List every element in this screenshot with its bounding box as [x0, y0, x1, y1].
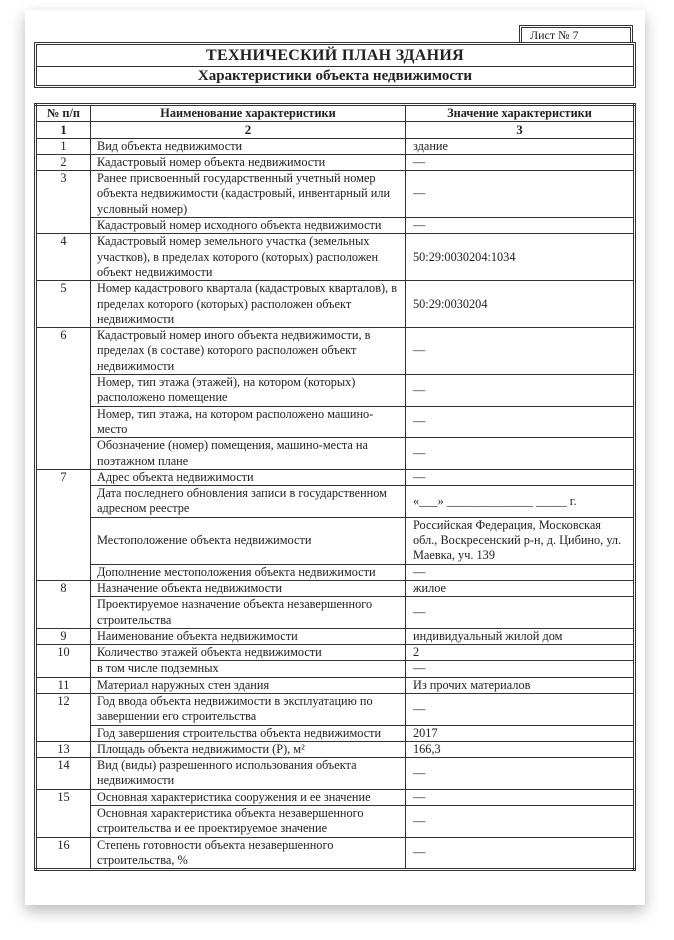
table-row	[36, 725, 635, 741]
table-row	[36, 486, 635, 518]
table-row	[36, 218, 635, 234]
characteristic-value: —	[406, 837, 635, 870]
characteristic-name: Номер, тип этажа (этажей), на котором (которых) расположено помещение	[91, 375, 406, 407]
row-number: 13	[36, 741, 91, 757]
characteristic-value: —	[406, 154, 635, 170]
characteristic-value: —	[406, 438, 635, 470]
table-row	[36, 564, 635, 580]
characteristic-value: 2	[406, 645, 635, 661]
table-row	[36, 741, 635, 757]
document-subtitle: Характеристики объекта недвижимости	[197, 68, 473, 84]
characteristic-value: —	[406, 469, 635, 485]
characteristic-value: —	[406, 218, 635, 234]
characteristic-name: Наименование объекта недвижимости	[91, 628, 406, 644]
characteristic-value: 166,3	[406, 741, 635, 757]
characteristic-value: —	[406, 693, 635, 725]
characteristic-name: Вид (виды) разрешенного использования объекта недвижимости	[91, 758, 406, 790]
table-row	[36, 693, 635, 725]
characteristic-value: 2017	[406, 725, 635, 741]
column-number-row	[36, 122, 635, 138]
characteristic-name: Год ввода объекта недвижимости в эксплуатацию по завершении его строительства	[91, 693, 406, 725]
characteristic-value: —	[406, 806, 635, 838]
characteristic-name: Кадастровый номер объекта недвижимости	[91, 154, 406, 170]
table-row	[36, 469, 635, 485]
characteristic-name: Вид объекта недвижимости	[91, 138, 406, 154]
row-number: 11	[36, 677, 91, 693]
characteristic-value: 50:29:0030204:1034	[406, 234, 635, 281]
characteristic-name: Номер кадастрового квартала (кадастровых кварталов), в пределах которого (которых) расположен объект недвижимости	[91, 281, 406, 328]
characteristic-name: в том числе подземных	[91, 661, 406, 677]
characteristic-name: Кадастровый номер иного объекта недвижимости, в пределах (в составе) которого расположен объект недвижимости	[91, 328, 406, 375]
row-number: 6	[36, 328, 91, 470]
table-row	[36, 234, 635, 281]
characteristic-name: Кадастровый номер земельного участка (земельных участков), в пределах которого (которых) расположен объект недвижимости	[91, 234, 406, 281]
characteristic-value: жилое	[406, 580, 635, 596]
characteristic-name: Проектируемое назначение объекта незавершенного строительства	[91, 597, 406, 629]
characteristic-value: —	[406, 564, 635, 580]
header-name: Наименование характеристики	[91, 105, 406, 122]
characteristic-name: Дата последнего обновления записи в государственном адресном реестре	[91, 486, 406, 518]
characteristic-value: —	[406, 789, 635, 805]
characteristic-name: Площадь объекта недвижимости (P), м²	[91, 741, 406, 757]
row-number: 15	[36, 789, 91, 837]
row-number: 7	[36, 469, 91, 580]
sheet-number: Лист № 7	[519, 25, 633, 42]
table-row	[36, 677, 635, 693]
row-number: 16	[36, 837, 91, 870]
row-number: 12	[36, 693, 91, 741]
row-number: 10	[36, 645, 91, 678]
characteristics-table	[34, 103, 636, 871]
table-row	[36, 806, 635, 838]
table-row	[36, 580, 635, 596]
characteristic-value: —	[406, 171, 635, 218]
row-number: 3	[36, 171, 91, 234]
characteristic-name: Год завершения строительства объекта недвижимости	[91, 725, 406, 741]
table-row	[36, 171, 635, 218]
characteristic-name: Основная характеристика объекта незавершенного строительства и ее проектируемое значение	[91, 806, 406, 838]
table-row	[36, 661, 635, 677]
characteristic-value: —	[406, 758, 635, 790]
table-row	[36, 837, 635, 870]
characteristic-name: Местоположение объекта недвижимости	[91, 517, 406, 564]
row-number: 2	[36, 154, 91, 170]
column-number: 2	[91, 122, 406, 138]
characteristic-name: Количество этажей объекта недвижимости	[91, 645, 406, 661]
row-number: 5	[36, 281, 91, 328]
characteristic-name: Обозначение (номер) помещения, машино-места на поэтажном плане	[91, 438, 406, 470]
table-row	[36, 328, 635, 375]
characteristic-name: Ранее присвоенный государственный учетный номер объекта недвижимости (кадастровый, инвентарный или условный номер)	[91, 171, 406, 218]
table-row	[36, 758, 635, 790]
header-number: № п/п	[36, 105, 91, 122]
table-row	[36, 517, 635, 564]
characteristic-value: здание	[406, 138, 635, 154]
row-number: 9	[36, 628, 91, 644]
characteristic-value: 50:29:0030204	[406, 281, 635, 328]
table-row	[36, 154, 635, 170]
document-title: ТЕХНИЧЕСКИЙ ПЛАН ЗДАНИЯ	[37, 45, 633, 67]
table-row	[36, 597, 635, 629]
table-row	[36, 645, 635, 661]
characteristic-name: Основная характеристика сооружения и ее значение	[91, 789, 406, 805]
characteristic-value: —	[406, 375, 635, 407]
column-number: 1	[36, 122, 91, 138]
characteristic-name: Материал наружных стен здания	[91, 677, 406, 693]
row-number: 1	[36, 138, 91, 154]
title-block	[34, 42, 636, 88]
characteristic-name: Адрес объекта недвижимости	[91, 469, 406, 485]
characteristic-name: Степень готовности объекта незавершенного строительства, %	[91, 837, 406, 870]
row-number: 8	[36, 580, 91, 628]
characteristic-value: Из прочих материалов	[406, 677, 635, 693]
table-row	[36, 406, 635, 438]
table-row	[36, 375, 635, 407]
characteristic-name: Назначение объекта недвижимости	[91, 580, 406, 596]
characteristic-value: «___» ______________ _____ г.	[406, 486, 635, 518]
characteristic-value: индивидуальный жилой дом	[406, 628, 635, 644]
table-header-row	[36, 105, 635, 122]
table-row	[36, 628, 635, 644]
characteristic-value: —	[406, 406, 635, 438]
characteristic-value: —	[406, 328, 635, 375]
row-number: 4	[36, 234, 91, 281]
table-row	[36, 789, 635, 805]
characteristic-value: Российская Федерация, Московская обл., Воскресенский р-н, д. Цибино, ул. Маевка, уч. 139	[406, 517, 635, 564]
characteristic-name: Номер, тип этажа, на котором расположено машино-место	[91, 406, 406, 438]
header-value: Значение характеристики	[406, 105, 635, 122]
characteristic-name: Кадастровый номер исходного объекта недвижимости	[91, 218, 406, 234]
characteristic-name: Дополнение местоположения объекта недвижимости	[91, 564, 406, 580]
table-row	[36, 438, 635, 470]
characteristic-value: —	[406, 661, 635, 677]
table-row	[36, 138, 635, 154]
row-number: 14	[36, 758, 91, 790]
column-number: 3	[406, 122, 635, 138]
characteristic-value: —	[406, 597, 635, 629]
table-row	[36, 281, 635, 328]
